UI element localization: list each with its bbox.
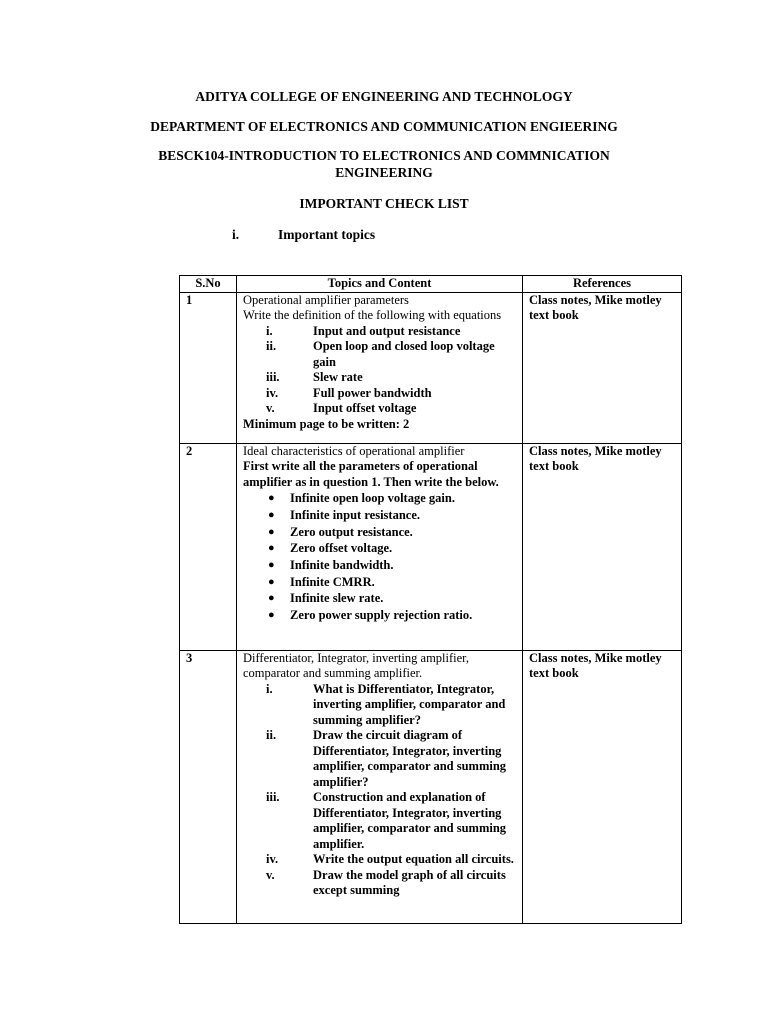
course-title: BESCK104-INTRODUCTION TO ELECTRONICS AND COMMNICATION ENGINEERING [158, 148, 610, 180]
list-item [266, 852, 516, 868]
list-text: Infinite open loop voltage gain. [290, 491, 455, 506]
college-name: ADITYA COLLEGE OF ENGINEERING AND TECHNOLOGY [195, 89, 573, 104]
list-item [266, 339, 516, 370]
list-text: Draw the circuit diagram of Differentiator, Integrator, inverting amplifier, comparator and summing amplifier? [313, 728, 507, 789]
header-topic: Topics and Content [237, 276, 523, 293]
row-references: Class notes, Mike motley text book [523, 443, 682, 650]
list-marker: iii. [266, 790, 280, 804]
list-item [266, 386, 516, 402]
list-text: Slew rate [313, 370, 363, 384]
list-text: What is Differentiator, Integrator, inverting amplifier, comparator and summing amplifier? [313, 681, 506, 727]
list-marker: iv. [266, 852, 279, 866]
list-marker: iii. [266, 370, 280, 384]
list-text: Zero offset voltage. [290, 541, 393, 556]
list-item [268, 508, 516, 524]
list-item [268, 525, 516, 541]
list-text: Input and output resistance [313, 323, 461, 338]
list-item [268, 491, 516, 507]
list-item [266, 728, 516, 790]
bullet-icon: ● [268, 542, 275, 555]
list-text: Infinite bandwidth. [290, 557, 394, 572]
bullet-icon: ● [268, 575, 275, 588]
table-row [180, 292, 682, 443]
section-number: i. [232, 227, 240, 242]
list-text: Infinite CMRR. [290, 574, 375, 589]
bullet-icon: ● [268, 508, 275, 521]
row-topic-cell [237, 650, 523, 923]
list-item [266, 324, 516, 340]
list-marker: ii. [266, 728, 277, 742]
header-sno: S.No [180, 276, 237, 293]
subtopic-list [243, 324, 516, 417]
list-item [268, 591, 516, 607]
row-sno: 3 [180, 650, 237, 923]
row-references: Class notes, Mike motley text book [523, 650, 682, 923]
section-heading [232, 227, 375, 243]
bullet-icon: ● [268, 492, 275, 505]
list-item [268, 541, 516, 557]
table-row [180, 650, 682, 923]
section-label: Important topics [278, 227, 376, 242]
row-intro: First write all the parameters of operational amplifier as in question 1. Then write the below. [243, 459, 499, 489]
row-sno: 2 [180, 443, 237, 650]
list-marker: v. [266, 401, 275, 415]
list-item [268, 575, 516, 591]
list-text: Zero output resistance. [290, 524, 413, 539]
list-marker: i. [266, 323, 273, 338]
bullet-icon: ● [268, 592, 275, 605]
list-text: Infinite slew rate. [290, 591, 384, 606]
row-topic: Operational amplifier parameters [243, 292, 409, 307]
list-text: Infinite input resistance. [290, 507, 420, 522]
list-text: Write the output equation all circuits. [313, 852, 514, 866]
list-item [268, 558, 516, 574]
department-name: DEPARTMENT OF ELECTRONICS AND COMMUNICATION ENGIEERING [150, 119, 618, 134]
list-text: Construction and explanation of Differentiator, Integrator, inverting amplifier, comparator and summing amplifier. [313, 790, 507, 851]
subtopic-list [243, 682, 516, 899]
header-references: References [523, 276, 682, 293]
list-item [266, 682, 516, 729]
list-text: Input offset voltage [313, 401, 417, 415]
row-note: Minimum page to be written: 2 [243, 416, 410, 431]
row-topic-cell [237, 292, 523, 443]
list-item [266, 401, 516, 417]
list-item [268, 608, 516, 624]
list-text: Open loop and closed loop voltage gain [313, 339, 495, 369]
row-topic-cell [237, 443, 523, 650]
bullet-icon: ● [268, 609, 275, 621]
row-topic: Differentiator, Integrator, inverting amplifier, comparator and summing amplifier. [243, 650, 469, 680]
list-text: Zero power supply rejection ratio. [290, 608, 473, 622]
list-marker: v. [266, 867, 275, 882]
bullet-icon: ● [268, 558, 275, 571]
list-marker: iv. [266, 385, 279, 400]
row-topic: Ideal characteristics of operational amplifier [243, 443, 465, 458]
row-intro: Write the definition of the following with equations [243, 308, 502, 322]
list-marker: ii. [266, 339, 277, 353]
topics-table [179, 275, 682, 924]
list-marker: i. [266, 681, 273, 696]
bullet-icon: ● [268, 525, 275, 538]
list-item [266, 370, 516, 386]
list-text: Draw the model graph of all circuits except summing [313, 867, 506, 897]
list-item [266, 868, 516, 899]
checklist-title: IMPORTANT CHECK LIST [299, 196, 469, 211]
row-sno: 1 [180, 292, 237, 443]
row-references: Class notes, Mike motley text book [523, 292, 682, 443]
list-item [266, 790, 516, 852]
table-row [180, 443, 682, 650]
table-header-row [180, 276, 682, 293]
list-text: Full power bandwidth [313, 385, 432, 400]
bullet-list [243, 491, 516, 623]
